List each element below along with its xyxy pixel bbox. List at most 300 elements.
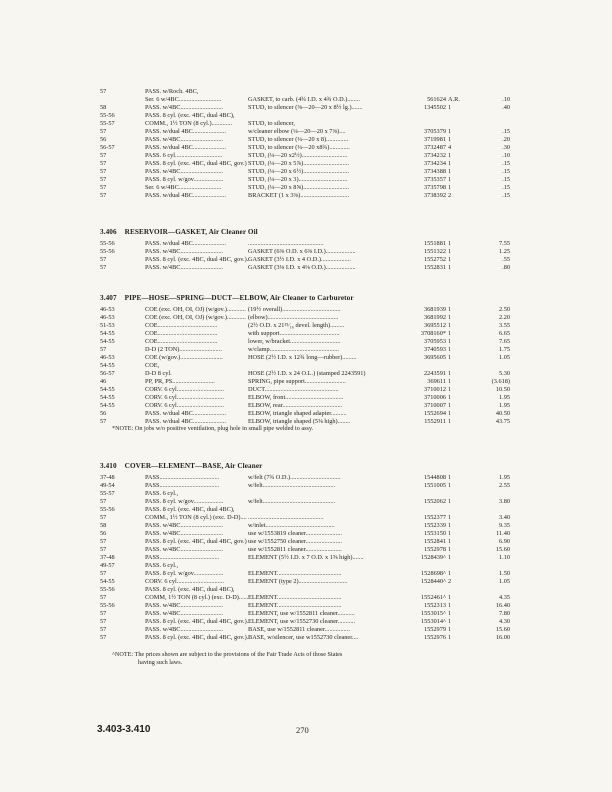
description-cell: w/felt..............................................	[248, 498, 336, 505]
parts-row	[0, 362, 612, 370]
part-number-cell: 3734232	[423, 152, 446, 159]
quantity-cell: 1	[448, 402, 452, 409]
section-heading-3-407	[100, 294, 354, 302]
description-cell: BASE, use w/1552811 cleaner................	[248, 626, 350, 633]
description-cell: ELEMENT.........................................	[248, 594, 342, 601]
parts-row	[0, 104, 612, 112]
quantity-cell: 1	[448, 570, 452, 577]
quantity-cell: 1	[448, 554, 452, 561]
price-cell: 2.50	[498, 306, 510, 313]
year-cell: 54-55	[100, 330, 115, 337]
parts-row	[0, 626, 612, 634]
quantity-cell: 1	[448, 176, 452, 183]
part-number-cell: 1552339	[423, 522, 446, 529]
description-cell: ELBOW, triangle shaped adapter..........	[248, 410, 347, 417]
price-cell: 1.95	[498, 402, 510, 409]
description-cell: ELEMENT.........................................	[248, 570, 342, 577]
year-cell: 55-56	[100, 602, 115, 609]
year-cell: 57	[100, 498, 107, 505]
parts-row	[0, 322, 612, 330]
model-cell: PASS......................................	[145, 474, 220, 481]
price-cell: .15	[502, 176, 510, 183]
price-cell: 43.75	[495, 418, 510, 425]
part-number-cell: 3710007	[423, 402, 446, 409]
year-cell: 37-48	[100, 554, 115, 561]
description-cell: ELEMENT (type 2)...............................	[248, 578, 348, 585]
description-cell: GASKET (3⅛ I.D. x 4⅛ O.D.)...................	[248, 264, 356, 271]
section-3-407	[0, 306, 612, 426]
price-cell: .10	[502, 96, 510, 103]
description-cell: GASKET, to carb. (4¾ I.D. x 4¾ O.D.)........	[248, 96, 360, 103]
year-cell: 58	[100, 522, 107, 529]
description-cell: lower, w/bracket................................	[248, 338, 341, 345]
part-number-cell: 3710006	[423, 394, 446, 401]
description-cell: ELBOW, front.....................................	[248, 394, 344, 401]
description-cell: STUD, to silencer (¼—20 x8¾).............	[248, 144, 350, 151]
section-number: 3.406	[100, 228, 117, 236]
part-number-cell: 1552694	[423, 410, 446, 417]
part-number-cell: 3734234	[423, 160, 446, 167]
parts-row	[0, 152, 612, 160]
price-cell: 10.50	[495, 386, 510, 393]
year-cell: 57	[100, 160, 107, 167]
parts-row	[0, 634, 612, 642]
price-cell: 1.95	[498, 474, 510, 481]
parts-row	[0, 120, 612, 128]
part-number-cell: 1552752	[423, 256, 446, 263]
year-cell: 54-55	[100, 402, 115, 409]
year-cell: 57	[100, 346, 107, 353]
price-cell: 2.20	[498, 314, 510, 321]
price-cell: .30	[502, 144, 510, 151]
description-cell: ELEMENT (5½ I.D. x 7 O.D. x 1⅝ high).......	[248, 554, 364, 561]
part-number-cell: 1553014^	[421, 618, 446, 625]
quantity-cell: 1	[448, 370, 452, 377]
part-number-cell: 1551005	[423, 482, 446, 489]
parts-row	[0, 562, 612, 570]
model-cell: PASS. 8 cyl. (exc. 4BC, dual 4BC, gov.)..	[145, 634, 250, 641]
section-title: RESERVOIR—GASKET, Air Cleaner Oil	[124, 228, 258, 236]
section-heading-3-406	[100, 228, 258, 236]
year-cell: 57	[100, 610, 107, 617]
model-cell: PASS. w/dual 4BC.....................	[145, 410, 226, 417]
description-cell: GASKET (6⅜ O.D. x 6⅜ I.D.)...................	[248, 248, 356, 255]
model-cell: COE,	[145, 362, 160, 369]
year-cell: 54-55	[100, 578, 115, 585]
parts-row	[0, 306, 612, 314]
model-cell: PASS. 6 cyl..............................	[145, 152, 223, 159]
year-cell: 57	[100, 88, 107, 95]
part-number-cell: 1553015^	[421, 610, 446, 617]
year-cell: 55-56	[100, 248, 115, 255]
description-cell: ELBOW, triangle shaped (5⅜ high)........	[248, 418, 351, 425]
year-cell: 57	[100, 594, 107, 601]
part-number-cell: 1544808	[423, 474, 446, 481]
description-cell: BRACKET (1 x 3⅜)...............................	[248, 192, 350, 199]
price-cell: 4.35	[498, 594, 510, 601]
part-number-cell: 1551322	[423, 248, 446, 255]
year-cell: 51-53	[100, 322, 115, 329]
part-number-cell: 561624	[427, 96, 446, 103]
parts-row	[0, 144, 612, 152]
quantity-cell: 1	[448, 128, 452, 135]
section-number: 3.407	[100, 294, 117, 302]
year-cell: 54-55	[100, 362, 115, 369]
quantity-cell: 4	[448, 144, 452, 151]
parts-row	[0, 136, 612, 144]
quantity-cell: 1	[448, 498, 452, 505]
parts-row	[0, 522, 612, 530]
quantity-cell: 1	[448, 602, 452, 609]
quantity-cell: 1	[448, 522, 452, 529]
model-cell: D-D (2 TON)...........................	[145, 346, 222, 353]
price-cell: 4.30	[498, 618, 510, 625]
description-cell: BASE, w/silencer, use w1552730 cleaner....	[248, 634, 359, 641]
model-cell: PASS. w/4BC...........................	[145, 104, 223, 111]
part-number-cell: 1528439^	[421, 554, 446, 561]
year-cell: 55-56	[100, 112, 115, 119]
parts-row	[0, 514, 612, 522]
part-number-cell: 1552978	[423, 546, 446, 553]
year-cell: 57	[100, 184, 107, 191]
model-cell: COE......................................	[145, 330, 218, 337]
part-number-cell: 3710012	[423, 386, 446, 393]
model-cell: PASS. 6 cyl.,	[145, 562, 179, 569]
description-cell: ELEMENT, use w/1552730 cleaner...........	[248, 618, 356, 625]
model-cell: PASS. w/4BC...........................	[145, 530, 223, 537]
price-cell: 2.55	[498, 482, 510, 489]
quantity-cell: 1	[448, 594, 452, 601]
price-cell: .15	[502, 192, 510, 199]
part-number-cell: 3705953	[423, 338, 446, 345]
description-cell: ELEMENT.........................................	[248, 602, 342, 609]
price-cell: .15	[502, 184, 510, 191]
part-number-cell: 1345502	[423, 104, 446, 111]
parts-row	[0, 498, 612, 506]
price-cell: 6.65	[498, 330, 510, 337]
model-cell: PASS. w/dual 4BC.....................	[145, 144, 226, 151]
year-cell: 57	[100, 538, 107, 545]
year-cell: 57	[100, 152, 107, 159]
year-cell: 57	[100, 176, 107, 183]
quantity-cell: 1	[448, 410, 452, 417]
description-cell: ................................................	[248, 240, 324, 247]
year-cell: 49-54	[100, 482, 115, 489]
model-cell: COE......................................	[145, 322, 218, 329]
quantity-cell: 1	[448, 538, 452, 545]
year-cell: 57	[100, 128, 107, 135]
model-cell: PASS. 8 cyl. (exc. 4BC, dual 4BC),	[145, 586, 235, 593]
part-number-cell: 1552377	[423, 514, 446, 521]
year-cell: 55-57	[100, 120, 115, 127]
price-cell: 3.80	[498, 498, 510, 505]
description-cell: (elbow).............................................	[248, 314, 339, 321]
parts-row	[0, 160, 612, 168]
model-cell: COE (exc. OH, OI, OJ) (w/gov.)............	[145, 314, 246, 321]
quantity-cell: 1	[448, 256, 452, 263]
model-cell: PP, PR, PS...........................	[145, 378, 215, 385]
parts-row	[0, 546, 612, 554]
description-cell: STUD, (¼—20 x 6½).............................	[248, 168, 349, 175]
model-cell: PASS......................................	[145, 482, 220, 489]
quantity-cell: 1	[448, 240, 452, 247]
price-cell: 6.90	[498, 538, 510, 545]
parts-row	[0, 602, 612, 610]
quantity-cell: 1	[448, 136, 452, 143]
price-cell: (3.618)	[491, 378, 510, 385]
quantity-cell: 1	[448, 168, 452, 175]
model-cell: PASS. 8 cyl. (exc. 4BC, dual 4BC),	[145, 506, 235, 513]
year-cell: 56	[100, 136, 107, 143]
year-cell: 57	[100, 626, 107, 633]
description-cell: (2½ O.D. x 21¹⁵⁄₁₆ devel. length).........	[248, 322, 345, 329]
parts-row	[0, 538, 612, 546]
model-cell: PASS. w/4BC...........................	[145, 168, 223, 175]
parts-row	[0, 410, 612, 418]
parts-row	[0, 256, 612, 264]
description-cell: use w/1553819 cleaner.......................	[248, 530, 342, 537]
model-cell: PASS. w/dual 4BC.....................	[145, 192, 226, 199]
part-number-cell: 1528440^	[421, 578, 446, 585]
price-cell: 1.75	[498, 346, 510, 353]
price-cell: 1.05	[498, 578, 510, 585]
price-cell: 1.25	[498, 248, 510, 255]
description-cell: (19½ overall).....................................	[248, 306, 341, 313]
parts-row	[0, 578, 612, 586]
price-cell: 1.05	[498, 354, 510, 361]
model-cell: CORV. 6 cyl..............................	[145, 394, 224, 401]
part-number-cell: 1553150	[423, 530, 446, 537]
year-cell: 57	[100, 418, 107, 425]
description-cell: w/inlet............................................	[248, 522, 335, 529]
parts-row	[0, 618, 612, 626]
year-cell: 57	[100, 264, 107, 271]
model-cell: PASS. w/dual 4BC.....................	[145, 418, 226, 425]
description-cell: GASKET (3½ I.D. x 4 O.D.)...................	[248, 256, 351, 263]
price-cell: .40	[502, 104, 510, 111]
quantity-cell: 1	[448, 264, 452, 271]
year-cell: 55-57	[100, 490, 115, 497]
part-number-cell: 1552911	[424, 418, 446, 425]
description-cell: use w/1552811 cleaner.......................	[248, 546, 342, 553]
price-cell: 3.40	[498, 514, 510, 521]
price-cell: 15.60	[495, 626, 510, 633]
quantity-cell: 1	[448, 346, 452, 353]
model-cell: PASS. 8 cyl. w/gov...................	[145, 176, 224, 183]
description-cell: HOSE (2½ I.D. x 24 O.L.) (stamped 2243591)	[248, 370, 366, 377]
price-cell: .10	[502, 152, 510, 159]
section-3-410-note: ^NOTE: The prices shown are subject to the provisions of the Fair Trade Acts of those States	[112, 651, 343, 658]
parts-row	[0, 248, 612, 256]
quantity-cell: 1	[448, 338, 452, 345]
quantity-cell: 1	[448, 626, 452, 633]
model-cell: COE......................................	[145, 338, 218, 345]
parts-row	[0, 168, 612, 176]
parts-row	[0, 346, 612, 354]
year-cell: 46-53	[100, 314, 115, 321]
year-cell: 46-53	[100, 306, 115, 313]
model-cell: Ser. 6 w/4BC...........................	[145, 184, 222, 191]
parts-row	[0, 586, 612, 594]
model-cell: PASS. 8 cyl. (exc. 4BC, dual 4BC, gov.)..	[145, 256, 250, 263]
section-title: COVER—ELEMENT—BASE, Air Cleaner	[124, 462, 263, 470]
parts-row	[0, 192, 612, 200]
part-number-cell: 3732487	[423, 144, 446, 151]
model-cell: PASS. 8 cyl. (exc. 4BC, dual 4BC, gov.)..	[145, 618, 250, 625]
parts-row	[0, 474, 612, 482]
quantity-cell: 1	[448, 618, 452, 625]
part-number-cell: 1552062	[423, 498, 446, 505]
model-cell: PASS......................................	[145, 554, 220, 561]
quantity-cell: 1	[448, 152, 452, 159]
quantity-cell: 1	[448, 184, 452, 191]
year-cell: 37-48	[100, 474, 115, 481]
part-number-cell: 1528698^	[421, 570, 446, 577]
price-cell: 9.35	[498, 522, 510, 529]
part-number-cell: 1552461^	[421, 594, 446, 601]
year-cell: 55-56	[100, 586, 115, 593]
model-cell: COE (exc. OH, OI, OJ) (w/gov.)............	[145, 306, 246, 313]
description-cell: with support......................................	[248, 330, 340, 337]
model-cell: CORV. 6 cyl..............................	[145, 578, 224, 585]
part-number-cell: 3735357	[423, 176, 446, 183]
price-cell: .55	[502, 256, 510, 263]
parts-row	[0, 184, 612, 192]
quantity-cell: A.R.	[448, 96, 460, 103]
quantity-cell: 1	[448, 474, 452, 481]
section-3-410	[0, 474, 612, 642]
price-cell: 11.40	[496, 530, 510, 537]
parts-row	[0, 112, 612, 120]
price-cell: 3.55	[498, 322, 510, 329]
year-cell: 55-56	[100, 506, 115, 513]
year-cell: 56-57	[100, 144, 115, 151]
model-cell: PASS. w/4BC...........................	[145, 264, 223, 271]
quantity-cell: 1	[448, 386, 452, 393]
parts-row	[0, 394, 612, 402]
part-number-cell: 369611	[427, 378, 446, 385]
part-number-cell: 3695605	[423, 354, 446, 361]
description-cell: w/cleaner elbow (¼—20—20 x 7⅜)....	[248, 128, 346, 135]
footer-page-number: 270	[296, 725, 309, 735]
quantity-cell: 1	[448, 306, 452, 313]
model-cell: PASS. w/4BC...........................	[145, 626, 223, 633]
year-cell: 54-55	[100, 386, 115, 393]
description-cell: w/felt..............................................	[248, 482, 336, 489]
description-cell: ELBOW, rear......................................	[248, 402, 343, 409]
quantity-cell: 1	[448, 104, 452, 111]
quantity-cell: 1	[448, 530, 452, 537]
price-cell: .15	[502, 168, 510, 175]
model-cell: PASS. w/4BC...........................	[145, 522, 223, 529]
section-number: 3.410	[100, 462, 117, 470]
year-cell: 56	[100, 530, 107, 537]
model-cell: PASS. w/dual 4BC.....................	[145, 128, 226, 135]
year-cell: 46-53	[100, 354, 115, 361]
parts-row	[0, 610, 612, 618]
model-cell: COMM, 1½ TON (8 cyl.) (exc. D-D)......	[145, 594, 249, 601]
quantity-cell: 1	[448, 322, 452, 329]
model-cell: PASS. w/4BC...........................	[145, 602, 223, 609]
price-cell: .80	[502, 264, 510, 271]
parts-row	[0, 88, 612, 96]
part-number-cell: 3705379	[423, 128, 446, 135]
quantity-cell: 1	[448, 248, 452, 255]
description-cell: STUD, (¼—20 x2½).............................	[248, 152, 348, 159]
section-title: PIPE—HOSE—SPRING—DUCT—ELBOW, Air Cleaner to Carburetor	[124, 294, 354, 302]
parts-row	[0, 378, 612, 386]
price-cell: 7.80	[498, 610, 510, 617]
parts-row	[0, 570, 612, 578]
parts-row	[0, 128, 612, 136]
price-cell: 40.50	[495, 410, 510, 417]
price-cell: .15	[502, 160, 510, 167]
year-cell: 54-55	[100, 394, 115, 401]
part-number-cell: 3681939	[423, 306, 446, 313]
model-cell: PASS. w/dual 4BC.....................	[145, 240, 226, 247]
description-cell: w/clamp............................................	[248, 346, 339, 353]
part-number-cell: 1551881	[423, 240, 446, 247]
price-cell: 5.30	[498, 370, 510, 377]
description-cell: STUD, (¼—20 x 3)...............................	[248, 176, 348, 183]
part-number-cell: 3719981	[423, 136, 446, 143]
parts-row	[0, 176, 612, 184]
description-cell: STUD, (¼—20 x 8⅝).............................	[248, 184, 349, 191]
model-cell: PASS. w/4BC...........................	[145, 248, 223, 255]
year-cell: 55-56	[100, 240, 115, 247]
parts-row	[0, 330, 612, 338]
part-number-cell: 1552976	[423, 634, 446, 641]
section-continued	[0, 88, 612, 200]
price-cell: .15	[502, 128, 510, 135]
quantity-cell: 1	[448, 394, 452, 401]
model-cell: COMM., 1½ TON (8 cyl.).............	[145, 120, 233, 127]
quantity-cell: 1	[448, 634, 452, 641]
model-cell: PASS. 8 cyl. (exc. 4BC, dual 4BC),	[145, 112, 235, 119]
section-3-410-note-cont: having such laws.	[138, 659, 183, 666]
part-number-cell: 3695512	[423, 322, 446, 329]
model-cell: CORV. 6 cyl..............................	[145, 402, 224, 409]
quantity-cell: 1	[448, 378, 452, 385]
year-cell: 57	[100, 168, 107, 175]
model-cell: CORV. 6 cyl..............................	[145, 386, 224, 393]
parts-row	[0, 490, 612, 498]
description-cell: STUD, to silencer (⅜—20—20 x 8½ lg.).......	[248, 104, 363, 111]
year-cell: 56	[100, 410, 107, 417]
parts-row	[0, 338, 612, 346]
description-cell: w/felt (7¾ O.D.)................................	[248, 474, 341, 481]
model-cell: PASS. 6 cyl.,	[145, 490, 179, 497]
quantity-cell: 1	[448, 514, 452, 521]
quantity-cell: 2	[448, 192, 452, 199]
price-cell: 7.55	[498, 240, 510, 247]
model-cell: PASS. w/4BC...........................	[145, 546, 223, 553]
parts-row	[0, 96, 612, 104]
parts-row	[0, 402, 612, 410]
quantity-cell: 1	[448, 160, 452, 167]
model-cell: PASS. 8 cyl. (exc. 4BC, dual 4BC, gov.)	[145, 538, 247, 545]
year-cell: 57	[100, 256, 107, 263]
year-cell: 58	[100, 104, 107, 111]
part-number-cell: 3734388	[423, 168, 446, 175]
parts-row	[0, 240, 612, 248]
parts-row	[0, 386, 612, 394]
description-cell: use w/1552750 cleaner.......................	[248, 538, 342, 545]
quantity-cell: 1	[448, 330, 452, 337]
model-cell: D-D 8 cyl.	[145, 370, 172, 377]
parts-row	[0, 506, 612, 514]
description-cell: DUCT...............................................	[248, 386, 339, 393]
